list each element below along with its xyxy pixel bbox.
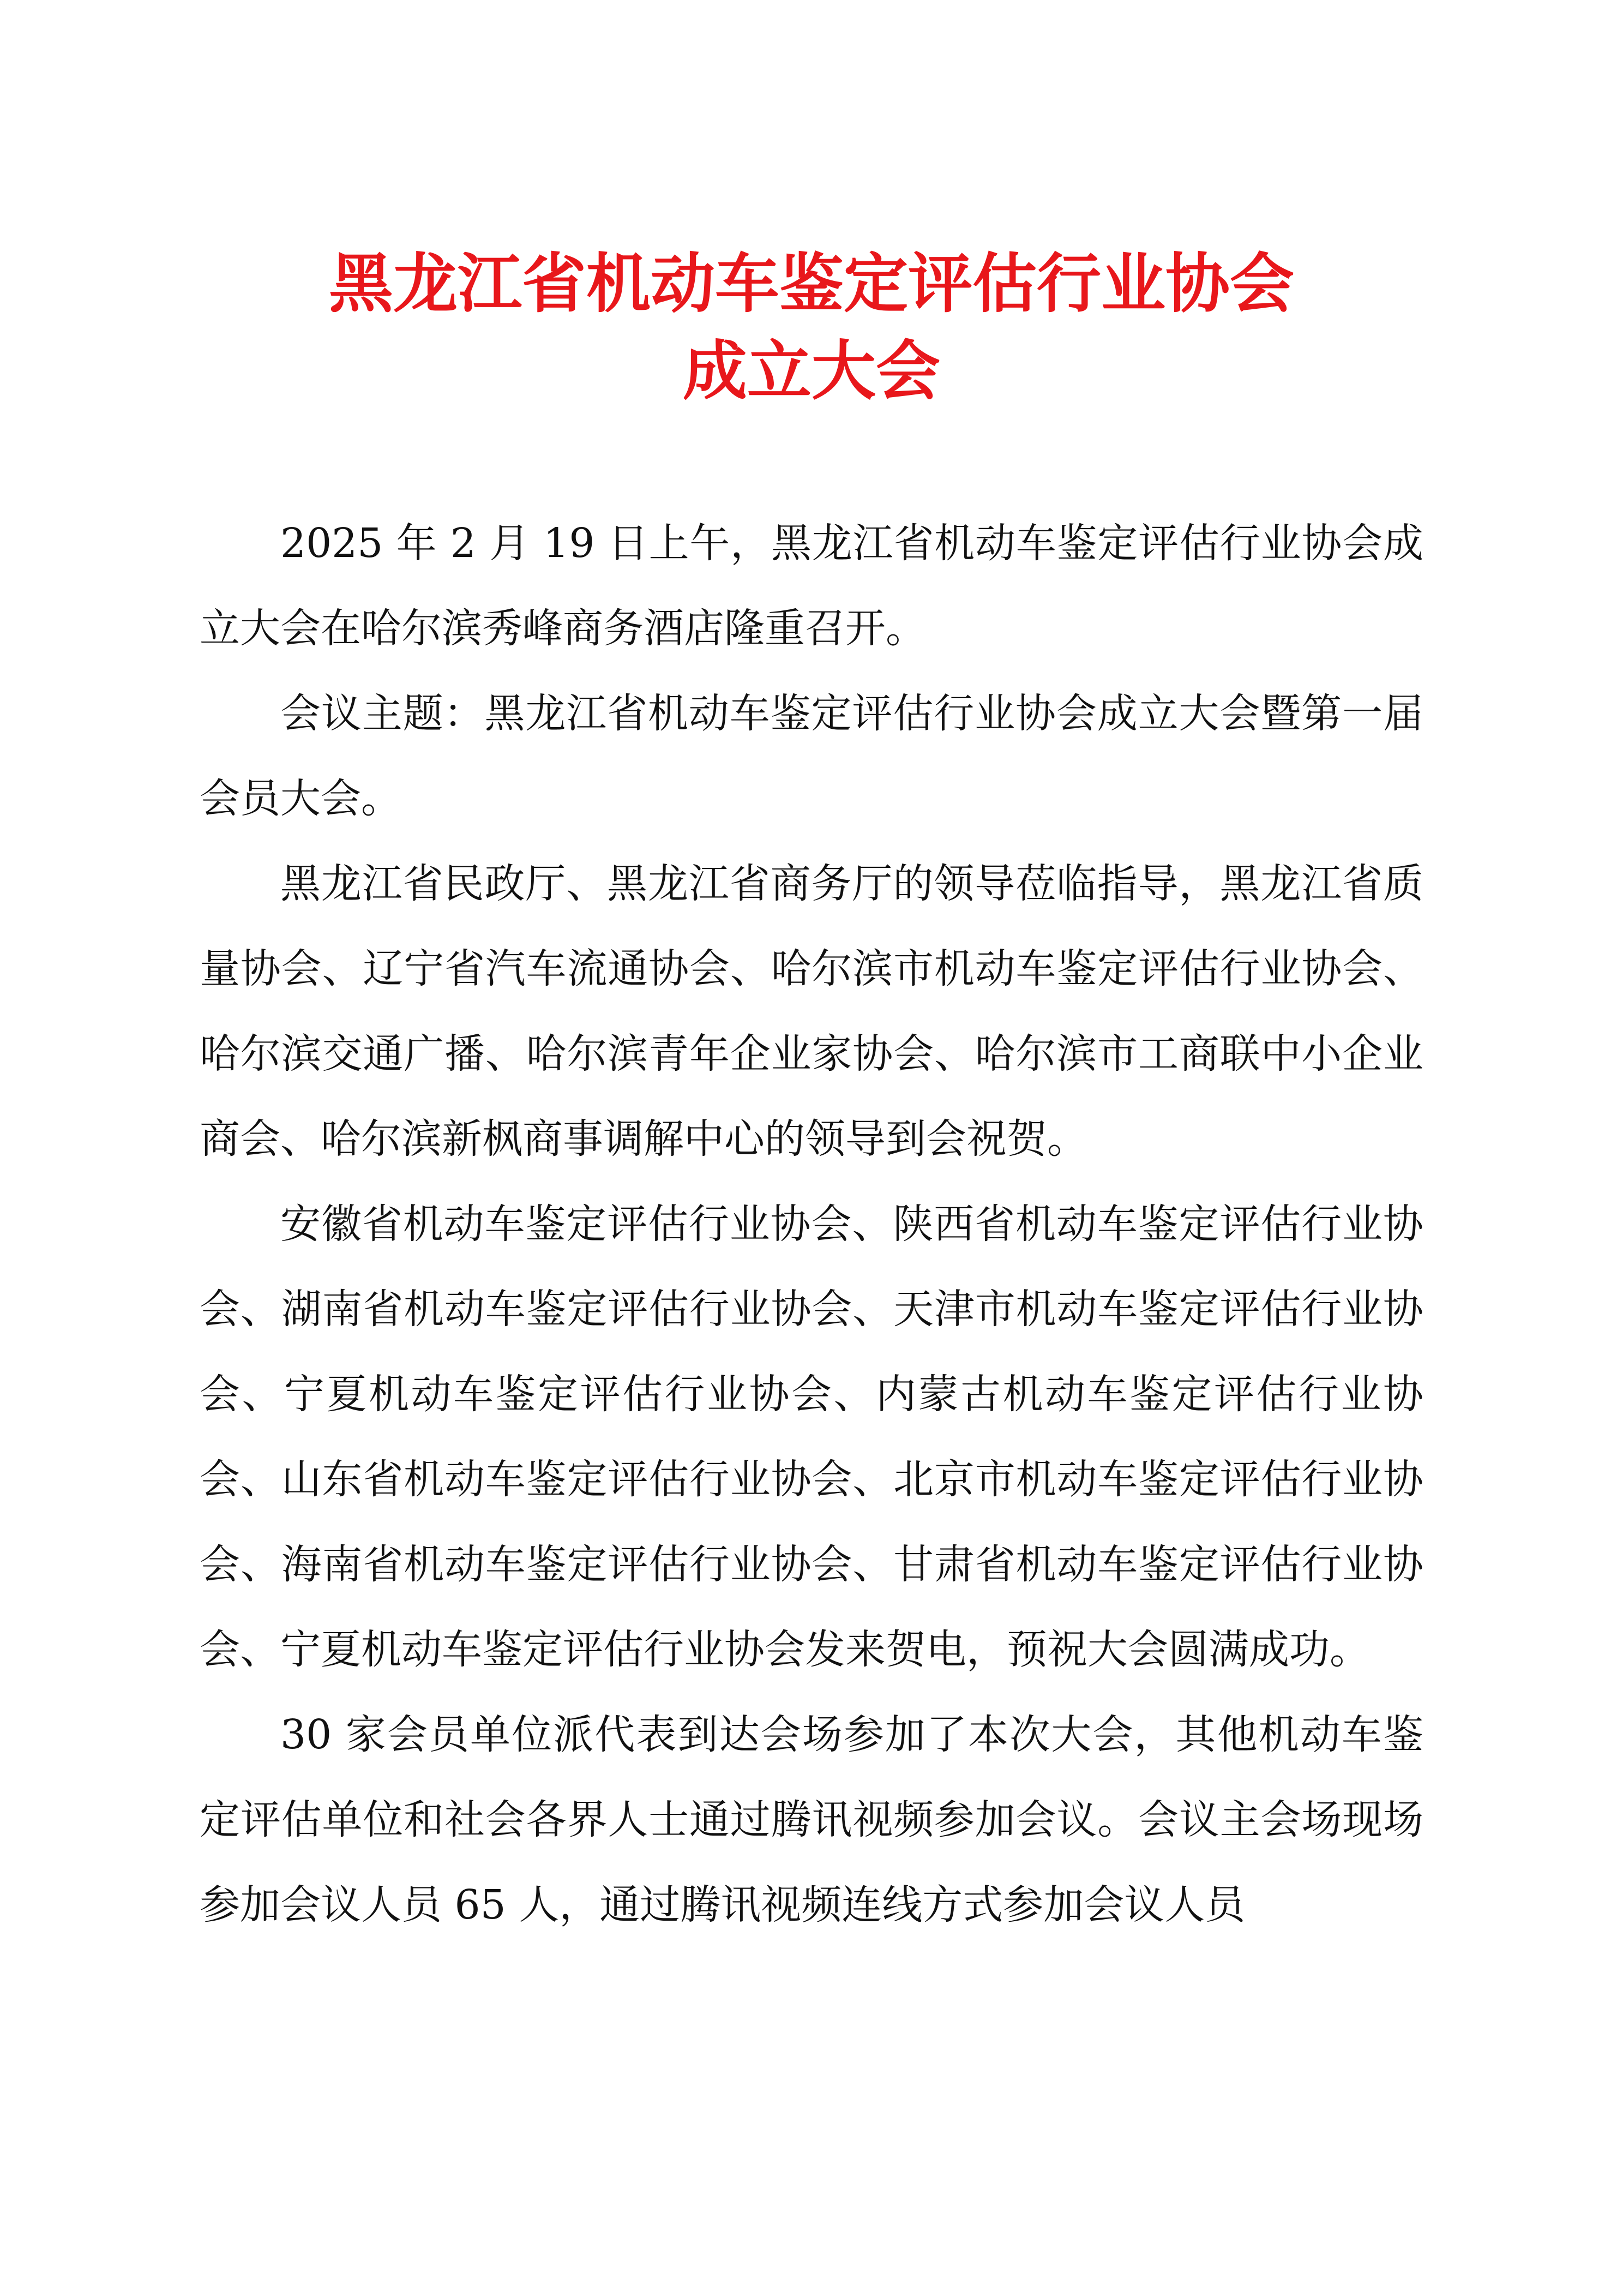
document-title (0, 240, 1623, 415)
paragraph-date: 2025 年 2 月 19 日上午，黑龙江省机动车鉴定评估行业协会成立大会在哈尔滨秀峰商务酒店隆重召开。 (200, 520, 1423, 652)
title-line-1: 黑龙江省机动车鉴定评估行业协会 (328, 245, 1294, 321)
paragraph-congratulations: 安徽省机动车鉴定评估行业协会、陕西省机动车鉴定评估行业协会、湖南省机动车鉴定评估行业协会、天津市机动车鉴定评估行业协会、宁夏机动车鉴定评估行业协会、内蒙古机动车鉴定评估行业协会、山东省机动车鉴定评估行业协会、北京市机动车鉴定评估行业协会、海南省机动车鉴定评估行业协会、甘肃省机动车鉴定评估行业协会、宁夏机动车鉴定评估行业协会发来贺电，预祝大会圆满成功。 (200, 1201, 1423, 1673)
document-body (200, 501, 1423, 1947)
paragraph-theme: 会议主题：黑龙江省机动车鉴定评估行业协会成立大会暨第一届会员大会。 (200, 690, 1423, 822)
paragraph-attendance: 30 家会员单位派代表到达会场参加了本次大会，其他机动车鉴定评估单位和社会各界人士通过腾讯视频参加会议。会议主会场现场参加会议人员 65 人，通过腾讯视频连线方式参加会议人员 (200, 1711, 1423, 1928)
title-line-2: 成立大会 (682, 333, 940, 409)
paragraph-guests: 黑龙江省民政厅、黑龙江省商务厅的领导莅临指导，黑龙江省质量协会、辽宁省汽车流通协会、哈尔滨市机动车鉴定评估行业协会、哈尔滨交通广播、哈尔滨青年企业家协会、哈尔滨市工商联中小企业商会、哈尔滨新枫商事调解中心的领导到会祝贺。 (200, 860, 1423, 1162)
